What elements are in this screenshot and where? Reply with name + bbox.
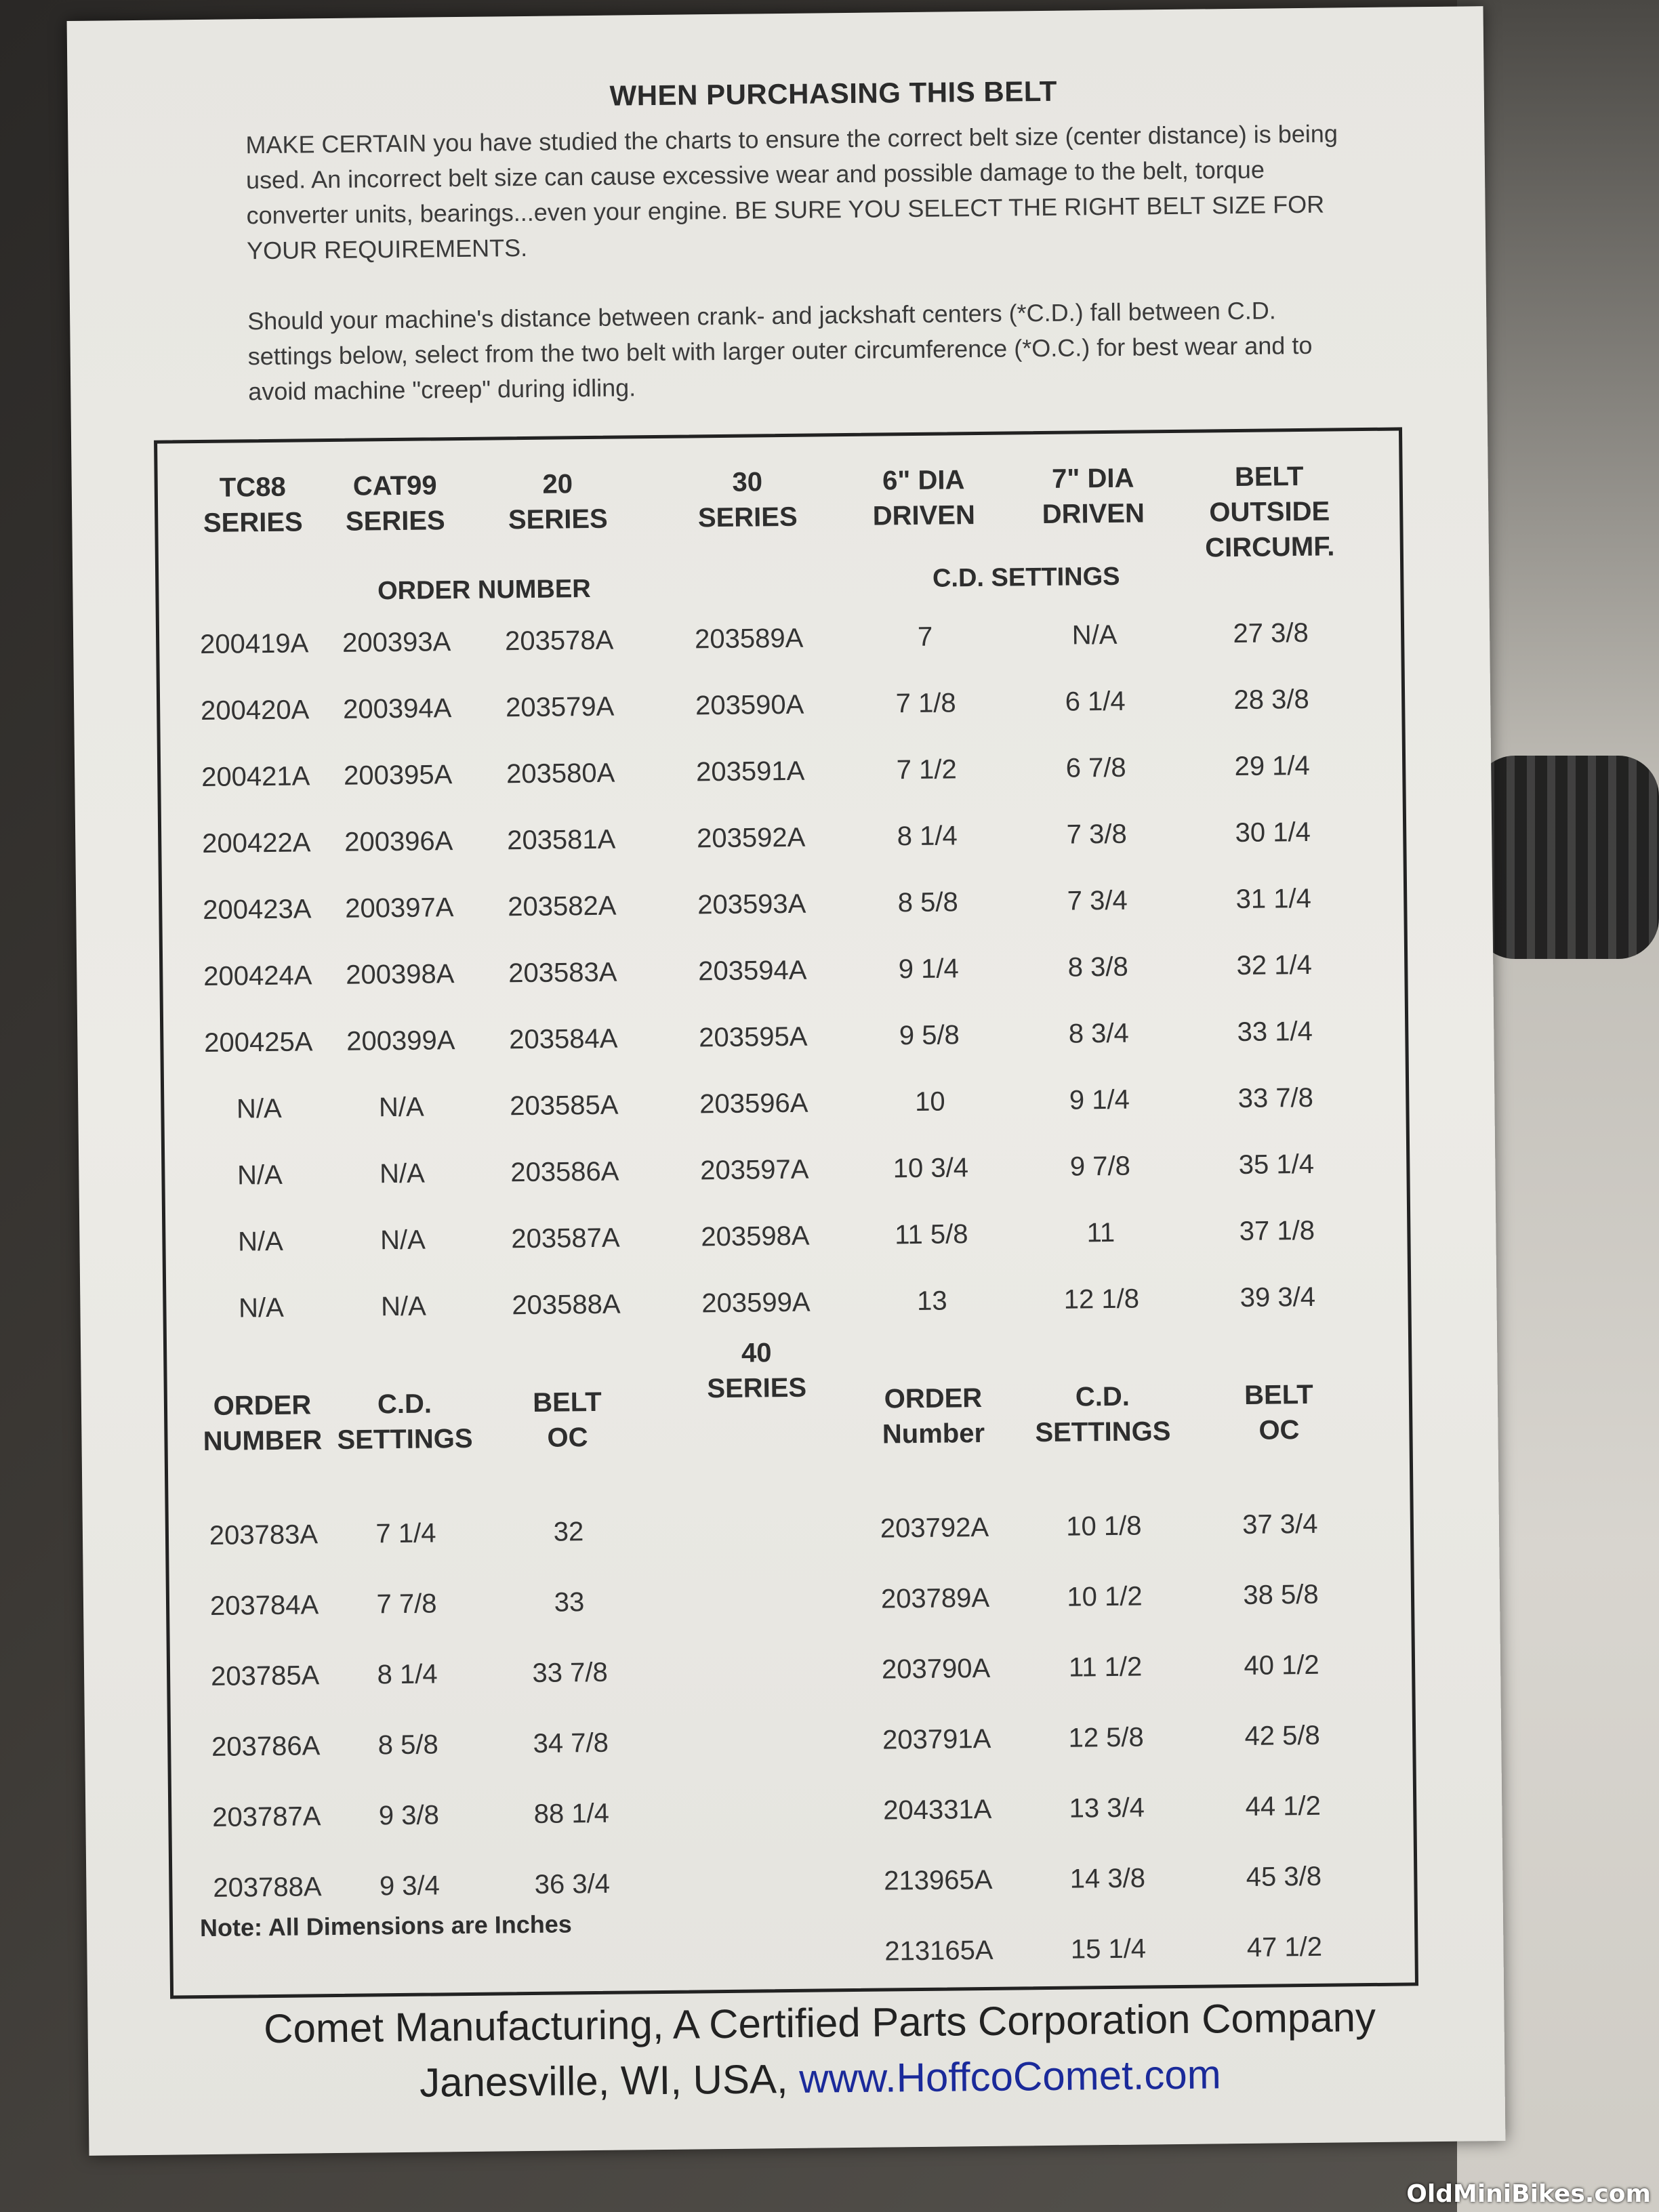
column-header: BELT [1244,1379,1313,1410]
table-cell: 10 [914,1086,945,1118]
table-cell: N/A [236,1093,282,1124]
table-cell: N/A [237,1160,283,1191]
table-cell: 37 3/4 [1242,1509,1318,1540]
table-cell: 203596A [699,1088,808,1120]
table-cell: 8 1/4 [377,1659,438,1690]
table-cell: 36 3/4 [534,1868,611,1900]
table-cell: 203586A [510,1156,619,1188]
column-header: SERIES [508,504,608,535]
table-cell: 200398A [346,959,455,990]
table-cell: 7 1/4 [375,1518,436,1549]
table-cell: 203582A [507,890,617,922]
table-cell: 203591A [695,756,805,787]
table-cell: 12 5/8 [1068,1722,1145,1753]
table-cell: 200423A [203,894,312,925]
warning-paragraph: MAKE CERTAIN you have studied the charts to ensure the correct belt size (center distance) is being used. An incorrect belt size can cause excessive wear and possible damage to the belt, torque converter units, bearings...even your engine. BE SURE YOU SELECT THE RIGHT BELT SIZE FOR YOUR REQUIREMENTS. [245,119,1338,265]
table-cell: 203588A [512,1289,621,1321]
table-cell: 200393A [342,627,451,658]
table-cell: 203599A [701,1287,811,1319]
table-cell: 203592A [696,822,806,854]
table-cell: 37 1/8 [1239,1215,1315,1247]
table-cell: 6 1/4 [1065,686,1126,717]
column-header: OUTSIDE [1209,496,1330,528]
column-header: TC88 [219,472,286,503]
table-cell: 39 3/4 [1240,1282,1316,1313]
table-cell: 47 1/2 [1246,1931,1323,1963]
table-cell: 213965A [884,1864,993,1896]
column-header: SERIES [697,501,798,533]
table-cell: 203581A [506,824,616,856]
table-cell: 33 1/4 [1237,1016,1313,1048]
table-cell: 203578A [504,625,614,657]
table-cell: 31 1/4 [1235,883,1312,915]
table-cell: 203579A [505,691,615,723]
table-cell: 7 7/8 [376,1589,437,1620]
table-cell: 203585A [510,1090,619,1122]
table-cell: 203593A [697,888,806,920]
table-cell: 13 3/4 [1069,1793,1145,1824]
table-cell: 200422A [201,827,311,859]
table-cell: 203594A [697,955,807,987]
table-cell: 203787A [212,1801,321,1832]
column-header: SERIES [203,507,303,538]
table-cell: 12 1/8 [1063,1284,1140,1315]
table-cell: 200394A [342,693,452,724]
table-cell: 42 5/8 [1244,1720,1320,1751]
table-cell: 203583A [508,957,617,989]
table-cell: N/A [237,1226,284,1257]
table-cell: 203595A [699,1021,808,1053]
table-cell: 9 1/4 [898,954,959,985]
table-cell: 200397A [344,893,454,924]
table-cell: 203788A [213,1872,322,1903]
table-cell: 35 1/4 [1238,1149,1315,1181]
table-cell: 7 [917,621,933,652]
column-header: SERIES [345,506,445,537]
table-cell: 10 1/2 [1067,1581,1143,1612]
column-header: OC [547,1422,588,1453]
series-40-label: 40 [741,1338,772,1368]
table-cell: 40 1/2 [1244,1650,1319,1681]
column-header: DRIVEN [872,500,976,531]
column-header: SETTINGS [1035,1416,1171,1448]
table-cell: 8 3/8 [1067,951,1128,983]
table-cell: 11 1/2 [1068,1652,1143,1683]
table-cell: 11 [1086,1217,1115,1248]
column-header: DRIVEN [1042,498,1145,529]
footer-company: Comet Manufacturing, A Certified Parts Corporation Company [263,1994,1376,2052]
table-cell: 203783A [209,1519,319,1551]
table-cell: N/A [379,1158,425,1189]
spring-object [1474,756,1659,959]
footer-location: Janesville, WI, USA, [419,2056,788,2106]
column-header: C.D. [1075,1381,1130,1412]
table-cell: 203784A [209,1590,319,1621]
table-cell: 203785A [210,1660,320,1692]
table-cell: 200396A [344,826,453,857]
column-header: 7" DIA [1051,463,1134,494]
column-header: 6" DIA [882,465,965,496]
column-header: BELT [1234,461,1304,493]
table-cell: 200399A [346,1025,455,1057]
column-header: ORDER [884,1382,983,1414]
column-header: CIRCUMF. [1205,531,1335,563]
column-header: BELT [532,1387,602,1418]
column-header: Number [882,1418,985,1450]
table-cell: 203789A [880,1582,990,1614]
table-cell: 88 1/4 [533,1798,610,1829]
cd-paragraph: Should your machine's distance between crank- and jackshaft centers (*C.D.) fall between C.D. settings below, select from the two belt with larger outer circumference (*O.C.) for best wear and to avoid machine "creep" during idling. [247,296,1313,406]
table-cell: 213165A [884,1935,994,1967]
column-header: C.D. [377,1389,432,1420]
table-cell: 10 3/4 [893,1153,969,1184]
table-cell: 200425A [204,1027,313,1058]
table-cell: 9 1/4 [1069,1084,1130,1115]
table-cell: N/A [1071,619,1118,651]
table-cell: 45 3/8 [1246,1861,1322,1892]
table-cell: 28 3/8 [1233,684,1309,716]
table-cell: 8 1/4 [897,821,958,852]
table-cell: 200420A [200,695,310,726]
table-cell: 44 1/2 [1245,1790,1322,1822]
dimensions-note: Note: All Dimensions are Inches [199,1910,573,1942]
table-cell: 13 [916,1286,947,1316]
column-header: NUMBER [203,1425,323,1457]
table-cell: 9 5/8 [899,1020,960,1051]
table-cell: 33 7/8 [532,1657,608,1688]
column-header: ORDER [213,1390,312,1421]
table-cell: 9 3/4 [379,1870,441,1902]
footer [142,1988,1498,2114]
column-header: 30 [732,467,763,497]
table-cell: 32 [553,1517,584,1547]
table-cell: 7 3/4 [1067,885,1128,916]
table-cell: 200424A [203,960,312,991]
table-cell: 6 7/8 [1065,752,1126,783]
table-cell: 8 3/4 [1068,1018,1130,1049]
table-cell: 10 1/8 [1066,1511,1142,1542]
table-cell: 8 5/8 [897,887,958,918]
column-header: CAT99 [352,470,437,501]
heading: WHEN PURCHASING THIS BELT [609,75,1058,112]
table-cell: N/A [380,1225,426,1256]
table-cell: 203584A [509,1023,618,1055]
column-header: OC [1258,1415,1300,1446]
belt-size-table [154,427,1418,1999]
order-number-label: ORDER NUMBER [377,574,591,606]
table-cell: 200421A [201,761,310,793]
watermark: OldMiniBikes.com [1406,2180,1651,2208]
table-cell: 200419A [199,628,309,660]
table-cell: 30 1/4 [1235,817,1311,848]
table-cell: 203587A [511,1223,620,1254]
belt-box-panel [67,6,1506,2156]
table-cell: 38 5/8 [1243,1579,1319,1610]
table-cell: 11 5/8 [895,1219,968,1250]
table-cell: 203589A [694,623,804,655]
column-header: SETTINGS [337,1423,473,1455]
table-cell: 200395A [343,760,453,791]
table-cell: N/A [378,1092,424,1123]
table-cell: 29 1/4 [1234,750,1311,782]
table-cell: 8 5/8 [377,1729,438,1761]
column-header: 20 [542,469,573,499]
table-cell: 14 3/8 [1069,1863,1146,1894]
table-cell: 203590A [695,689,804,721]
table-cell: 7 1/2 [896,754,957,785]
table-cell: 34 7/8 [533,1727,609,1759]
table-cell: 203580A [506,758,615,790]
table-cell: 32 1/4 [1236,949,1313,981]
table-cell: 203792A [880,1512,989,1544]
table-cell: 7 3/8 [1066,819,1127,850]
table-cell: 9 3/8 [378,1800,440,1831]
table-cell: 33 7/8 [1237,1082,1314,1114]
cd-settings-label: C.D. SETTINGS [932,562,1120,593]
table-cell: 27 3/8 [1233,617,1309,649]
table-cell: 203786A [211,1731,321,1762]
table-cell: N/A [238,1292,285,1324]
website-link[interactable]: www.HoffcoComet.com [798,2051,1222,2102]
table-cell: 204331A [882,1794,992,1826]
table-cell: 203791A [882,1723,991,1755]
table-cell: N/A [380,1291,427,1322]
table-cell: 203790A [881,1653,991,1685]
table-cell: 7 1/8 [895,688,956,719]
series-40-label: SERIES [707,1372,807,1404]
table-cell: 203598A [701,1221,810,1252]
table-cell: 203597A [700,1154,809,1186]
table-cell: 15 1/4 [1070,1933,1147,1965]
table-cell: 9 7/8 [1069,1151,1131,1182]
table-cell: 33 [554,1587,585,1618]
